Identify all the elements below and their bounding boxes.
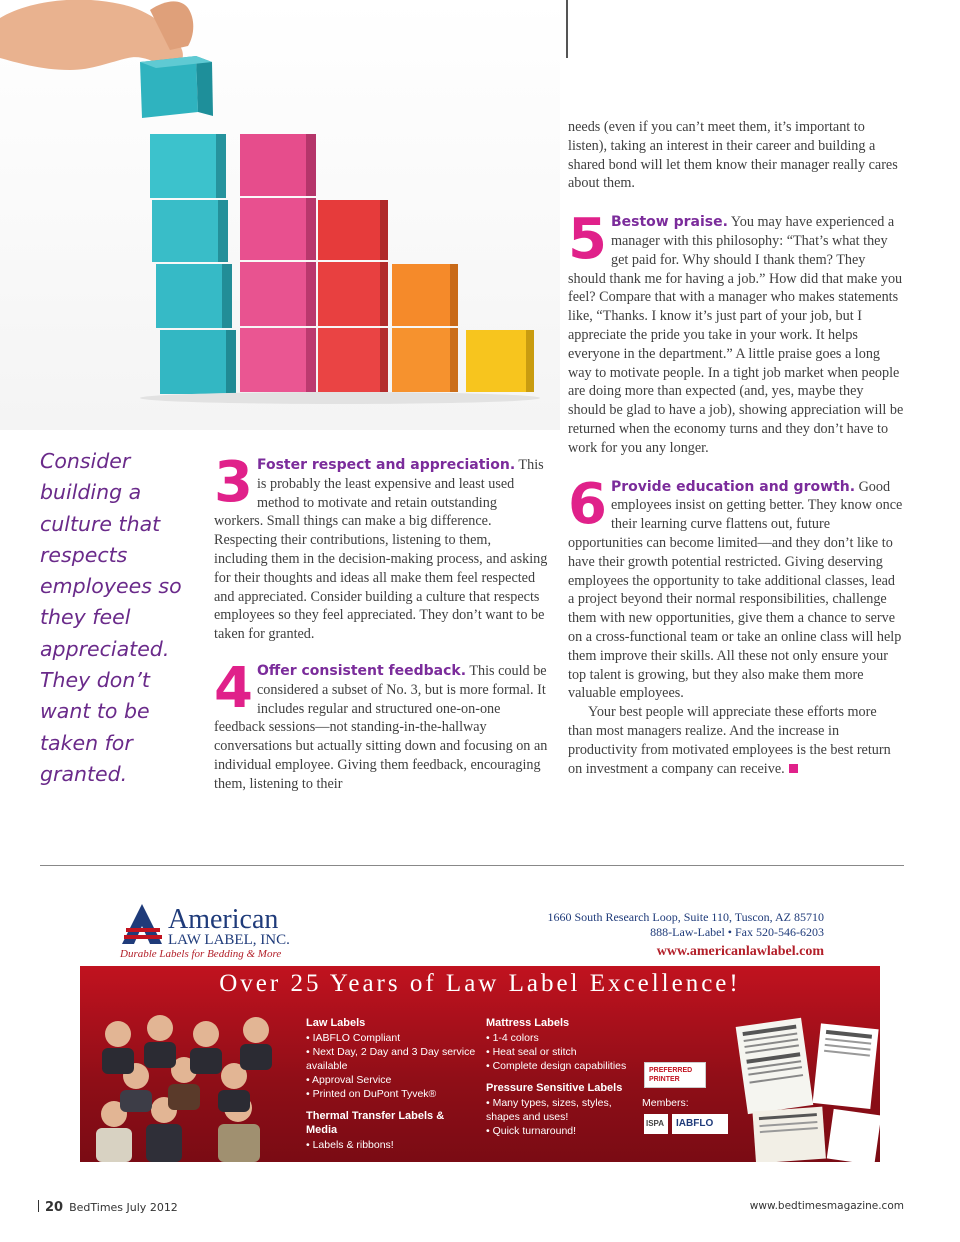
end-mark-icon xyxy=(789,764,798,773)
closing-text: Your best people will appreciate these efforts more than most managers realize. And the increase in productivity from motivated employees is the best return on investment a company can receive. xyxy=(568,704,891,777)
item-text: You may have experienced a manager with this philosophy: “That’s what they get paid for. Why should I thank them? They should thank me for having a job.” How did that make you feel? Compare that with a manager who makes statements like, “Thanks. I know it’s just part of your job, but I appreciate the pride you take in your work. It helps everyone in the department.” A little praise goes a long way to motivate people. In a tight job market when people are doing more than expected (and, yes, maybe they should be glad to have a job), showing appreciation will be returned when the economy turns and they don’t have to work for you any longer. xyxy=(568,214,904,456)
people-group-image xyxy=(88,1004,298,1162)
item-text: This is probably the least expensive and least used method to motivate and retain outstanding workers. Small things can make a big difference. Respecting their contributions, listening to them, including them in the decision-making process, and asking for their thoughts and ideas all make them feel respected and appreciated. Consider building a culture that respects employees so they feel appreciated. They don’t want to be taken for granted. xyxy=(214,457,548,643)
article-column-right xyxy=(568,118,904,778)
item-heading: Provide education and growth. xyxy=(610,478,856,495)
article-continued xyxy=(568,118,904,193)
continued-text: needs (even if you can’t meet them, it’s important to listen), taking an interest in their career and building a shared bond will let them know their manager really cares about them. xyxy=(568,119,898,192)
ad-divider xyxy=(40,865,904,866)
page-number: 20 xyxy=(45,1200,64,1215)
mattress-item: • Heat seal or stitch xyxy=(486,1046,577,1058)
drop-number: 5 xyxy=(568,207,607,273)
publication-date: BedTimes July 2012 xyxy=(69,1201,178,1214)
pull-quote: Consider building a culture that respects employees so they feel appreciated. They don’t want to be taken for granted. xyxy=(40,449,182,786)
ad-company-name: American xyxy=(168,904,279,935)
law-labels-item: • Approval Service xyxy=(306,1074,392,1086)
members-label: Members: xyxy=(642,1097,689,1109)
label-samples-image xyxy=(734,1012,880,1162)
red-column xyxy=(318,200,388,392)
pink-column xyxy=(240,134,316,392)
law-labels-title: Law Labels xyxy=(306,1017,366,1029)
drop-number: 4 xyxy=(214,655,253,721)
closing-paragraph xyxy=(568,703,904,778)
law-labels-item: • IABFLO Compliant xyxy=(306,1032,401,1044)
ad-banner xyxy=(80,966,880,1162)
flag-a-logo-icon xyxy=(120,902,164,946)
ad-address-block xyxy=(547,910,824,940)
article-item-5 xyxy=(568,207,904,457)
mattress-item: • 1-4 colors xyxy=(486,1032,539,1044)
item-heading: Bestow praise. xyxy=(610,214,728,231)
footer-page-info xyxy=(38,1200,178,1215)
article-item-4 xyxy=(214,655,548,794)
pressure-item: • Quick turnaround! xyxy=(486,1125,577,1137)
thermal-title: Thermal Transfer Labels & Media xyxy=(306,1110,445,1136)
ad-company-sub: LAW LABEL, INC. xyxy=(168,932,290,948)
yellow-column xyxy=(466,330,534,392)
orange-column xyxy=(392,264,458,392)
thermal-item: • Labels & ribbons! xyxy=(306,1139,394,1151)
teal-column xyxy=(150,134,236,394)
ad-tagline: Durable Labels for Bedding & More xyxy=(120,948,282,960)
footer-bar xyxy=(38,1200,39,1212)
ispa-badge: ISPA xyxy=(644,1114,668,1134)
blocks-illustration xyxy=(0,0,560,430)
item-text: This could be considered a subset of No. 3, but is more formal. It includes regular and structured one-on-one feedback sessions—not standing-in-the-hallway conversations but actually sitting down and focusing on an individual employee. Giving them feedback, encouraging them, listening to their xyxy=(214,662,548,792)
mattress-title: Mattress Labels xyxy=(486,1017,570,1029)
drop-number: 6 xyxy=(568,471,607,537)
law-labels-list xyxy=(306,1016,476,1152)
ad-phone-fax: 888-Law-Label • Fax 520-546-6203 xyxy=(650,925,824,939)
drop-number: 3 xyxy=(214,450,253,515)
held-block xyxy=(140,56,213,118)
item-text: Good employees insist on getting better. They know once their learning curve flattens out, future opportunities can become limited—and they don’t like to have their growth potential restricted. Giving deserving employees the opportunity to take additional classes, lead a project beyond their normal responsibilities, challenge them with new opportunities, give them a chance to serve on a cross-functional team or take an online class will help them improve their skills. All these not only ensure your top talent is growing, but they also make them more valuable employees. xyxy=(568,478,903,702)
item-heading: Foster respect and appreciation. xyxy=(256,457,516,473)
pressure-title: Pressure Sensitive Labels xyxy=(486,1082,623,1094)
iabflo-badge: IABFLO xyxy=(672,1114,728,1134)
ad-website-link[interactable]: www.americanlawlabel.com xyxy=(656,944,824,959)
mattress-labels-list xyxy=(486,1016,636,1138)
ad-headline: Over 25 Years of Law Label Excellence! xyxy=(219,970,741,997)
ad-address: 1660 South Research Loop, Suite 110, Tuscon, AZ 85710 xyxy=(547,910,824,924)
article-column-middle xyxy=(214,450,548,794)
mattress-item: • Complete design capabilities xyxy=(486,1060,627,1072)
section-rule-right xyxy=(566,0,568,58)
pressure-item: • Many types, sizes, styles, shapes and uses! xyxy=(486,1097,612,1123)
article-item-3 xyxy=(214,450,548,644)
law-labels-item: • Next Day, 2 Day and 3 Day service available xyxy=(306,1046,476,1072)
preferred-printer-badge: PREFERRED PRINTER xyxy=(644,1062,706,1088)
advertisement[interactable] xyxy=(80,898,880,1162)
law-labels-item: • Printed on DuPont Tyvek® xyxy=(306,1088,437,1100)
article-item-6 xyxy=(568,471,904,704)
item-heading: Offer consistent feedback. xyxy=(256,662,467,679)
footer-website[interactable]: www.bedtimesmagazine.com xyxy=(749,1200,904,1212)
